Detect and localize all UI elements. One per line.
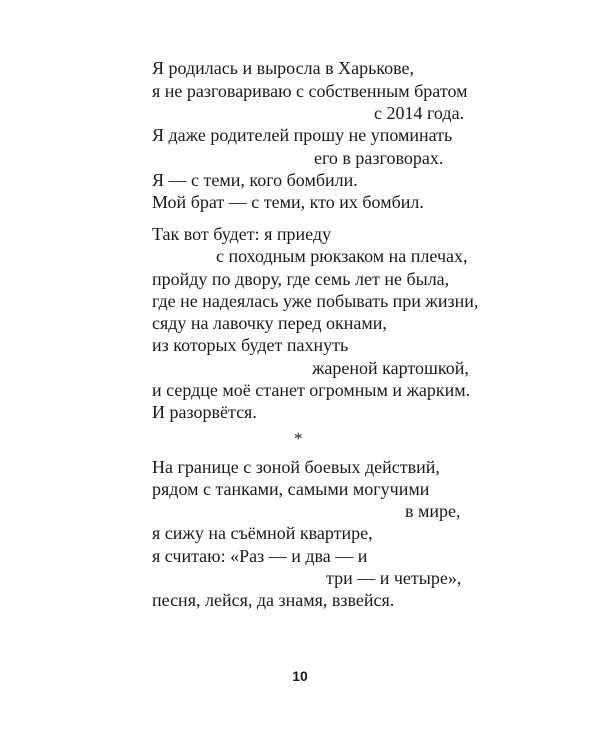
poem-line: я не разговариваю с собственным братом xyxy=(152,81,468,101)
poem-line: его в разговорах. xyxy=(314,148,444,168)
poem-line: песня, лейся, да знамя, взвейся. xyxy=(152,590,395,610)
poem-line: с 2014 года. xyxy=(374,103,465,123)
poem-line: Я даже родителей прошу не упоминать xyxy=(152,125,453,145)
poem-line: Так вот будет: я приеду xyxy=(152,224,332,244)
poem-line: я сижу на съёмной квартире, xyxy=(152,523,373,543)
poem-line: пройду по двору, где семь лет не была, xyxy=(152,269,450,289)
poem-line: рядом с танками, самыми могучими xyxy=(152,479,430,499)
poem-line: Я — с теми, кого бомбили. xyxy=(152,170,358,190)
poem-line: Мой брат — с теми, кто их бомбил. xyxy=(152,192,424,212)
poem-line: где не надеялась уже побывать при жизни, xyxy=(152,291,479,311)
poem-line: из которых будет пахнуть xyxy=(152,335,349,355)
poem-line: И разорвётся. xyxy=(152,402,257,422)
poem-line: и сердце моё станет огромным и жарким. xyxy=(152,380,471,400)
poem-line: в мире, xyxy=(405,501,461,521)
poem-line: жареной картошкой, xyxy=(312,358,469,378)
poem-line: я считаю: «Раз — и два — и xyxy=(152,546,368,566)
poem-line: с походным рюкзаком на плечах, xyxy=(216,246,468,266)
poem-line: сяду на лавочку перед окнами, xyxy=(152,313,387,333)
section-separator: * xyxy=(294,429,303,448)
poem-line: На границе с зоной боевых действий, xyxy=(152,457,440,477)
page-number: 10 xyxy=(292,668,308,684)
poem-line: три — и четыре», xyxy=(326,568,462,588)
poem-line: Я родилась и выросла в Харькове, xyxy=(152,58,414,78)
